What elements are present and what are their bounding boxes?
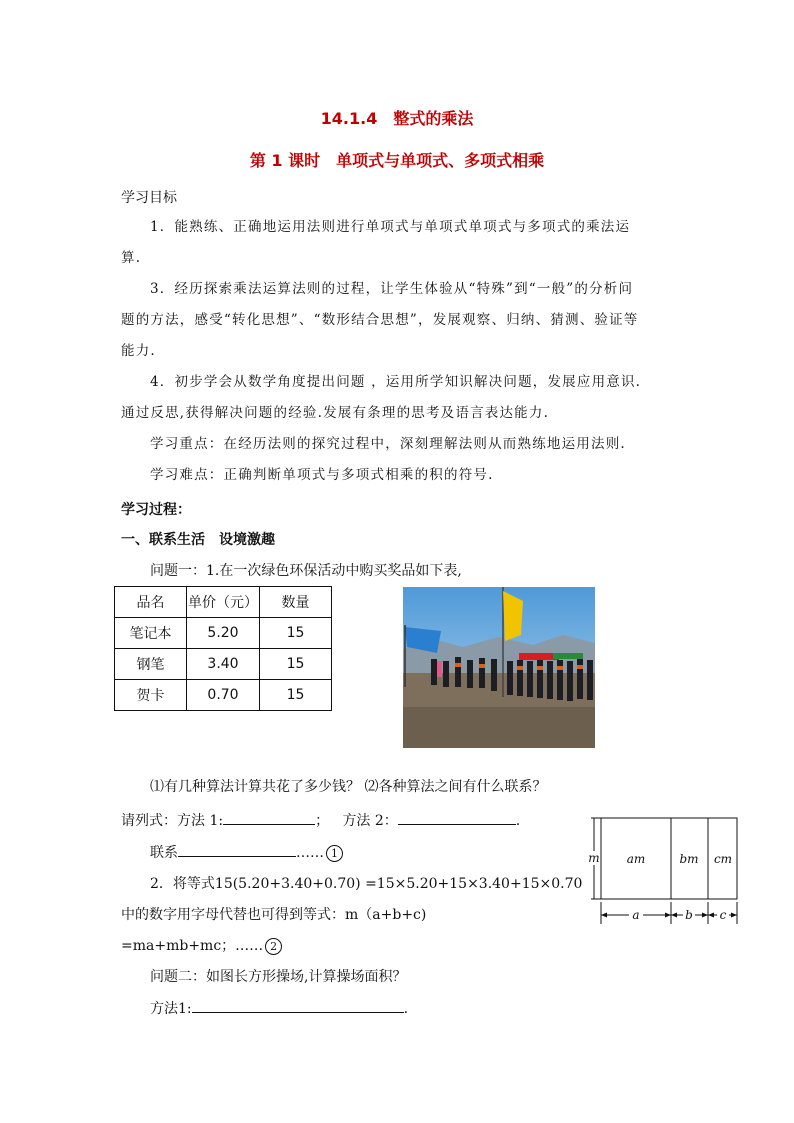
link-label: 联系 [150,845,178,861]
question-1-intro: 问题一：1.在一次绿色环保活动中购买奖品如下表, [150,563,462,579]
bottom-label-c: c [719,908,727,922]
method-1-q2-blank[interactable] [192,998,404,1013]
side-label-m: m [588,851,600,865]
method-1-line [150,998,408,1018]
equation-line-3-text: =ma+mb+mc；…… [121,938,264,954]
goal-1-line-1: 1．能熟练、正确地运用法则进行单项式与单项式单项式与多项式的乘法运 [150,219,631,235]
cell-label-bm: bm [679,852,699,866]
lesson-title: 14.1.4 整式的乘法 [320,109,474,128]
activity-photo [403,587,595,748]
lesson-subtitle: 第 1 课时 单项式与单项式、多项式相乘 [249,151,545,170]
prize-table [114,586,332,711]
bottom-label-a: a [632,908,640,922]
table-cell: 15 [260,649,332,680]
method-1-label-q2: 方法1: [150,1001,192,1017]
ellipsis: …… [296,845,324,861]
method-2-label: 方法 2： [342,813,398,829]
cell-label-cm: cm [713,852,733,866]
goals-heading: 学习目标 [121,190,177,206]
table-cell: 贺卡 [115,680,187,711]
circled-number-1: 1 [326,845,343,862]
table-row [115,680,332,711]
table-row [115,618,332,649]
list-formula-line [121,810,520,830]
question-2: 问题二：如图长方形操场,计算操场面积？ [150,969,407,985]
table-header-row [115,587,332,618]
goal-1-line-2: 算. [121,250,142,266]
table-cell: 5.20 [187,618,260,649]
key-point: 学习重点：在经历法则的探究过程中，深刻理解法则从而熟练地运用法则. [150,436,626,452]
table-cell: 0.70 [187,680,260,711]
table-row [115,649,332,680]
table-header-cell: 品名 [115,587,187,618]
section-1-heading: 一、联系生活 设境激趣 [121,532,275,548]
table-cell: 3.40 [187,649,260,680]
equation-intro: 2．将等式15(5.20+3.40+0.70) =15×5.20+15×3.40+15×0.70 [150,876,583,892]
equation-line-2: 中的数字用字母代替也可得到等式：m（a+b+c) [121,907,427,923]
table-header-cell: 单价（元） [187,587,260,618]
table-cell: 15 [260,680,332,711]
method-1-blank[interactable] [223,810,315,825]
equation-line-3 [121,935,282,955]
end-dot: . [515,813,521,829]
separator: ； [315,813,330,829]
table-cell: 15 [260,618,332,649]
rectangle-figure-svg [585,810,745,932]
circled-number-2: 2 [265,938,282,955]
method-2-blank[interactable] [398,810,516,825]
cell-label-am: am [626,852,646,866]
question-parts: ⑴有几种算法计算共花了多少钱？ ⑵各种算法之间有什么联系？ [150,779,547,795]
difficulty-point: 学习难点：正确判断单项式与多项式相乘的积的符号. [150,467,494,483]
table-cell: 笔记本 [115,618,187,649]
table-cell: 钢笔 [115,649,187,680]
goal-4-line-2: 通过反思,获得解决问题的经验.发展有条理的思考及语言表达能力. [121,405,550,421]
method-1-label: 请列式：方法 1: [121,813,224,829]
table-header-cell: 数量 [260,587,332,618]
goal-3-line-1: 3．经历探索乘法运算法则的过程，让学生体验从“特殊”到“一般”的分析问 [150,281,634,297]
goal-3-line-2: 题的方法，感受“转化思想”、“数形结合思想”，发展观察、归纳、猜测、验证等 [121,312,639,328]
goal-3-line-3: 能力. [121,343,156,359]
method-1-q2-end: . [403,1001,409,1017]
goal-4-line-1: 4．初步学会从数学角度提出问题 ，运用所学知识解决问题，发展应用意识. [150,374,642,390]
activity-photo-illustration [403,587,595,748]
bottom-label-b: b [685,908,693,922]
rectangle-figure [585,810,745,932]
link-line [150,842,343,862]
link-blank[interactable] [178,842,296,857]
process-heading: 学习过程： [121,502,191,518]
